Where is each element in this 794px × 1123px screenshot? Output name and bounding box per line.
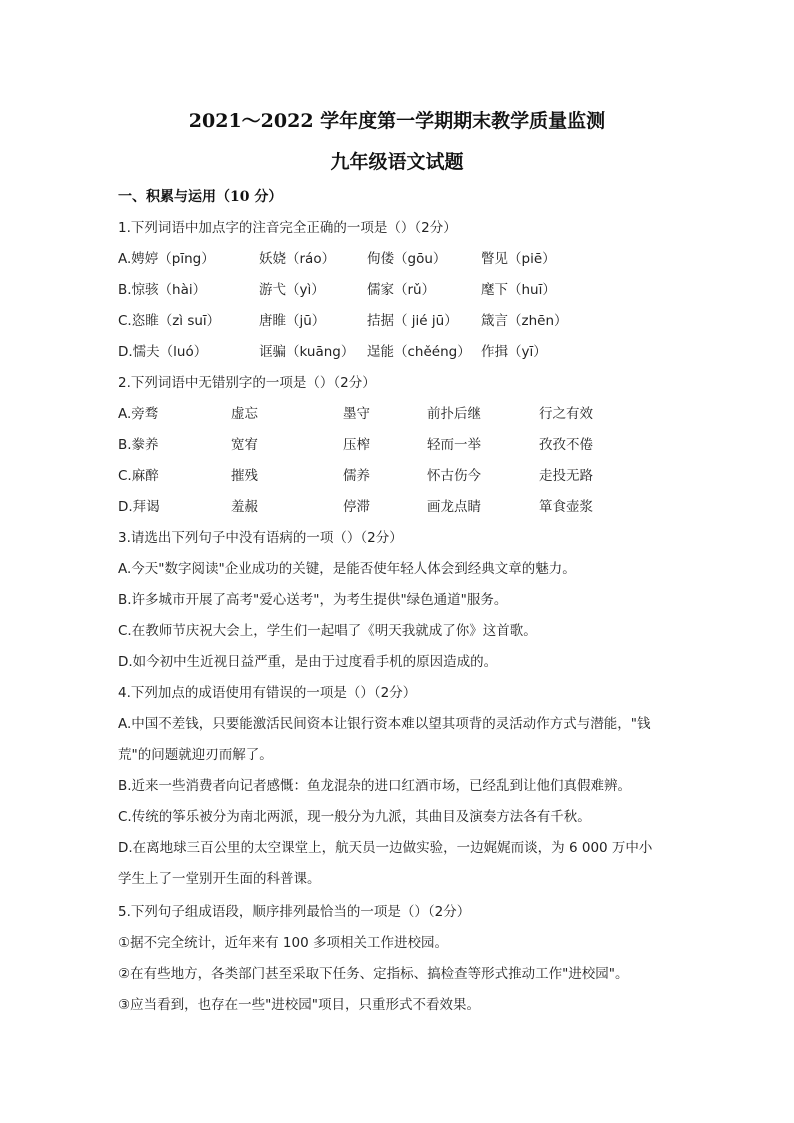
option-item: 儒养 <box>343 468 370 484</box>
question-3-option-b: B.许多城市开展了高考"爱心送考"，为考生提供"绿色通道"服务。 <box>118 592 508 608</box>
option-item: 箴言（zhēn） <box>481 313 568 329</box>
option-item: 画龙点睛 <box>427 499 481 515</box>
option-item: B.豢养 <box>118 437 159 453</box>
option-item: 行之有效 <box>539 406 593 422</box>
question-4-option-c: C.传统的筝乐被分为南北两派，现一般分为九派，其曲目及演奏方法各有千秋。 <box>118 809 591 825</box>
question-4-option-d-line1: D.在离地球三百公里的太空课堂上，航天员一边做实验，一边娓娓而谈，为 6 000 万中小 <box>118 840 653 856</box>
option-item: 摧残 <box>231 468 258 484</box>
option-item: C.麻醉 <box>118 468 159 484</box>
option-item: B.惊骇（hài） <box>118 282 207 298</box>
option-item: 佝偻（gōu） <box>367 251 447 267</box>
option-item: 宽宥 <box>231 437 258 453</box>
question-3-option-c: C.在教师节庆祝大会上，学生们一起唱了《明天我就成了你》这首歌。 <box>118 623 537 639</box>
option-item: 虚忘 <box>231 406 258 422</box>
question-3-option-a: A.今天"数字阅读"企业成功的关键，是能否使年轻人体会到经典文章的魅力。 <box>118 561 576 577</box>
question-4-option-b: B.近来一些消费者向记者感慨：鱼龙混杂的进口红酒市场，已经乱到让他们真假难辨。 <box>118 778 632 794</box>
question-3-option-d: D.如今初中生近视日益严重，是由于过度看手机的原因造成的。 <box>118 654 498 670</box>
option-item: 压榨 <box>343 437 370 453</box>
option-item: 麾下（huī） <box>481 282 556 298</box>
option-item: A.娉婷（pīng） <box>118 251 215 267</box>
exam-title: 2021～2022 学年度第一学期期末教学质量监测 <box>188 110 606 132</box>
question-3-stem: 3.请选出下列句子中没有语病的一项（）（2分） <box>118 530 403 546</box>
question-4-option-d-line2: 学生上了一堂别开生面的科普课。 <box>118 871 321 887</box>
section-heading: 一、积累与运用（10 分） <box>118 189 283 205</box>
option-item: D.懦夫（luó） <box>118 344 208 360</box>
option-item: 走投无路 <box>539 468 593 484</box>
option-item: D.拜谒 <box>118 499 160 515</box>
option-item: 瞥见（piē） <box>481 251 556 267</box>
option-item: 箪食壶浆 <box>539 499 593 515</box>
question-4-stem: 4.下列加点的成语使用有错误的一项是（）（2分） <box>118 685 417 701</box>
option-item: 停滞 <box>343 499 370 515</box>
question-2-stem: 2.下列词语中无错别字的一项是（）（2分） <box>118 375 376 391</box>
option-item: 孜孜不倦 <box>539 437 593 453</box>
option-item: 羞赧 <box>231 499 258 515</box>
option-item: 前扑后继 <box>427 406 481 422</box>
question-4-option-a-line1: A.中国不差钱，只要能激活民间资本让银行资本难以望其项背的灵活动作方式与潜能，"钱 <box>118 716 651 732</box>
option-item: 唐睢（jū） <box>259 313 326 329</box>
question-4-option-a-line2: 荒"的问题就迎刃而解了。 <box>118 747 273 763</box>
option-item: 游弋（yì） <box>259 282 325 298</box>
option-item: 拮据（ jié jū） <box>367 313 458 329</box>
question-5-stem: 5.下列句子组成语段，顺序排列最恰当的一项是（）（2分） <box>118 904 471 920</box>
question-1-stem: 1.下列词语中加点字的注音完全正确的一项是（）（2分） <box>118 220 457 236</box>
exam-subtitle: 九年级语文试题 <box>330 151 464 173</box>
option-item: 怀古伤今 <box>427 468 481 484</box>
option-item: 儒家（rǔ） <box>367 282 436 298</box>
option-item: 逞能（chěéng） <box>367 344 471 360</box>
option-item: A.旁骛 <box>118 406 159 422</box>
option-item: C.恣睢（zì suī） <box>118 313 221 329</box>
question-5-item-3: ③应当看到，也存在一些"进校园"项目，只重形式不看效果。 <box>118 997 481 1013</box>
option-item: 妖娆（ráo） <box>259 251 336 267</box>
option-item: 墨守 <box>343 406 370 422</box>
option-item: 诓骗（kuāng） <box>259 344 355 360</box>
option-item: 轻而一举 <box>427 437 481 453</box>
option-item: 作揖（yī） <box>481 344 547 360</box>
question-5-item-1: ①据不完全统计，近年来有 100 多项相关工作进校园。 <box>118 935 448 951</box>
question-5-item-2: ②在有些地方，各类部门甚至采取下任务、定指标、搞检查等形式推动工作"进校园"。 <box>118 966 629 982</box>
